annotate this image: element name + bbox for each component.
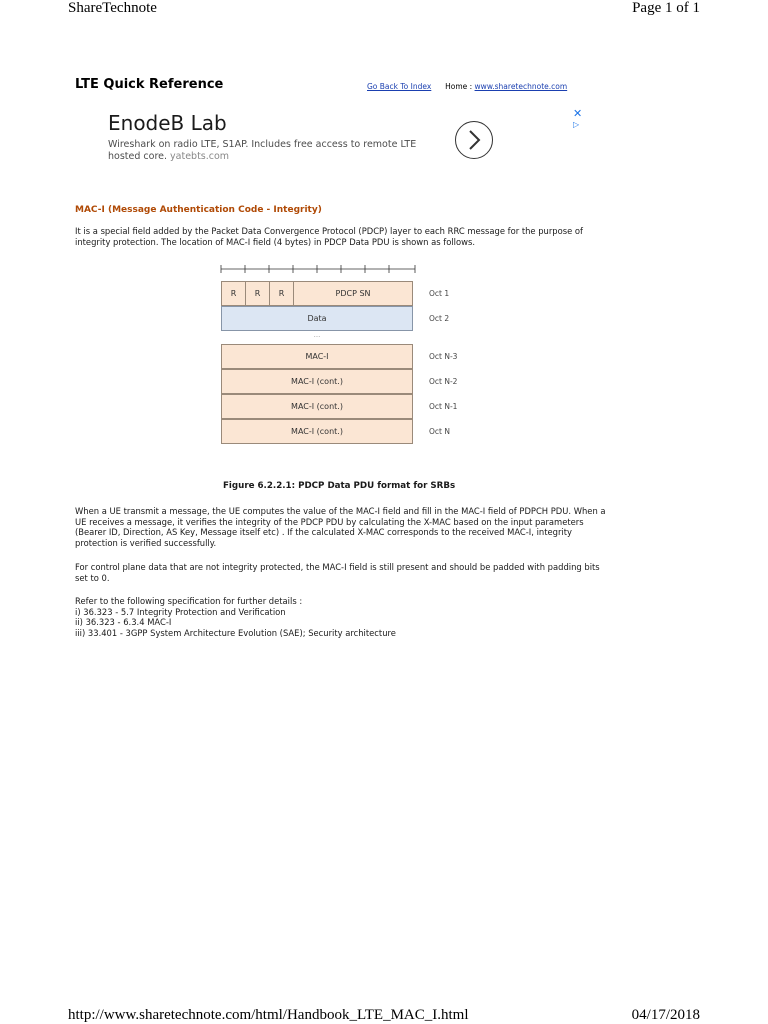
print-header-site: ShareTechnote [68,0,157,16]
control-plane-paragraph: For control plane data that are not integrity protected, the MAC-I field is still present and should be padded with padding bits set to 0. [75,562,600,583]
ellipsis-gap: ... [313,331,321,339]
oct-label: Oct 2 [429,314,450,323]
mac-i-cell: MAC-I (cont.) [221,369,413,394]
nav-bar [367,82,567,91]
print-header-page-count: Page 1 of 1 [632,0,700,16]
ad-close-icon[interactable]: ✕ [573,107,583,120]
print-footer-date: 04/17/2018 [631,1007,700,1023]
page-title: LTE Quick Reference [75,77,224,92]
home-label: Home : [445,82,473,91]
reference-item: i) 36.323 - 5.7 Integrity Protection and Verification [75,606,286,617]
back-to-index-link[interactable]: Go Back To Index [367,82,432,91]
oct-label: Oct N-3 [429,352,458,361]
oct-label: Oct N [429,427,450,436]
ad-description [108,139,443,163]
mac-i-cell: MAC-I (cont.) [221,394,413,419]
pdcp-sn-cell: PDCP SN [293,281,413,306]
references-intro: Refer to the following specification for further details : [75,596,303,606]
mac-i-cell: MAC-I [221,344,413,369]
mac-i-cell: MAC-I (cont.) [221,419,413,444]
reference-item: iii) 33.401 - 3GPP System Architecture Evolution (SAE); Security architecture [75,627,396,638]
pdcp-pdu-diagram [215,262,475,447]
ue-paragraph: When a UE transmit a message, the UE computes the value of the MAC-I field and fill in the MAC-I field of PDPCH PDU. When a UE receives a message, it verifies the integrity of the PDCP PDU by calculating the X-MAC based on the input parameters (Bearer ID, Direction, AS Key, Message itself etc) . If the calculated X-MAC corresponds to the received MAC-I, integrity protection is verified successfully. [75,506,606,548]
figure-caption: Figure 6.2.2.1: PDCP Data PDU format for SRBs [223,481,456,491]
ad-banner[interactable] [75,103,590,183]
ad-arrow-button[interactable] [455,121,493,159]
ad-choices-icon[interactable]: ▷ [573,120,580,129]
references [75,596,615,638]
print-footer-url: http://www.sharetechnote.com/html/Handbook_LTE_MAC_I.html [68,1007,469,1023]
r-bit-cell: R [269,281,294,306]
r-bit-cell: R [245,281,270,306]
ad-source[interactable]: yatebts.com [170,151,230,162]
reference-item: ii) 36.323 - 6.3.4 MAC-I [75,617,172,627]
oct-label: Oct N-2 [429,377,458,386]
intro-paragraph: It is a special field added by the Packet Data Convergence Protocol (PDCP) layer to each RRC message for the purpose of integrity protection. The location of MAC-I field (4 bytes) in PDCP Data PDU is shown as follows. [75,226,583,247]
bit-ruler [220,264,416,274]
home-link[interactable]: www.sharetechnote.com [474,82,568,91]
ad-title[interactable]: EnodeB Lab [108,111,227,135]
oct-label: Oct N-1 [429,402,458,411]
section-heading: MAC-I (Message Authentication Code - Integrity) [75,205,322,215]
chevron-right-icon [456,122,492,158]
r-bit-cell: R [221,281,246,306]
ad-description-text: Wireshark on radio LTE, S1AP. Includes free access to remote LTE hosted core. [108,139,417,162]
oct-label: Oct 1 [429,289,450,298]
data-cell: Data [221,306,413,331]
